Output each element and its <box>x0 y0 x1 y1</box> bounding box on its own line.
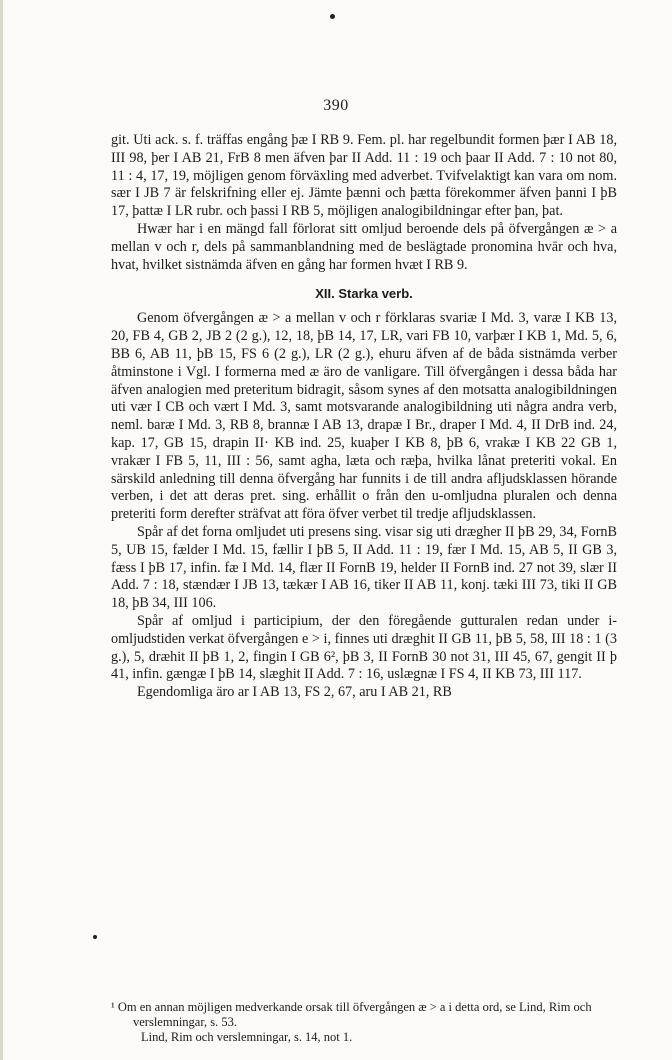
top-ink-dot <box>330 14 335 19</box>
section-paragraph-1: Genom öfvergången æ > a mellan v och r förklaras svariæ I Md. 3, varæ I KB 13, 20, FB 4, GB 2, JB 2 (2 g.), 12, 18, þB 14, 17, LR, vari FB 10, varþær I KB 1, Md. 5, 6, BB 6, AB 11, þB 15, FS 6 (2 g.), LR (2 g.), ehuru äfven af de båda sistnämda verber åtminstone i Vgl. I formerna med æ äro de vanligare. Till öfvergången i dessa båda har äfven analogien med preteritum bidragit, såsom synes af den motsatta analogibildningen uti vær I CB och vært I Md. 3, samt motsvarande analogibildning uti några andra verb, neml. baræ I Md. 3, RB 8, brannæ I AB 13, drapæ I Br., draper I Md. 4, II DrB ind. 24, kap. 17, GB 15, drapin II· KB ind. 25, kuaþer I KB 8, þB 6, vrakæ I KB 22 GB 1, vrakær I FB 5, 11, III : 56, samt agha, læta och ræþa, hvilka lånat preteriti vokal. En särskild anledning till denna öfvergång har funnits i de till andra afljudsklassen hörande verben, i det att deras pret. sing. erhållit o från den u-omljudna pluralen och denna preteriti form derefter sträfvat att föra öfver verbet til tredje afljudsklassen. <box>111 310 617 523</box>
footnote-2: Lind, Rim och verslemningar, s. 14, not 1. <box>141 1030 353 1044</box>
paragraph-1: git. Uti ack. s. f. träffas engång þæ I RB 9. Fem. pl. har regelbundit formen þær I AB 18, III 98, þer I AB 21, FrB 8 men äfven þar II Add. 11 : 19 och þaar II Add. 7 : 10 not 80, 11 : 4, 17, 19, möjligen genom förväxling med adverbet. Tvifvelaktigt kan vara om nom. sær I JB 7 är felskrifning eller ej. Jämte þænni och þætta förekommer äfven þanni I þB 17, þattæ I LR rubr. och þassi I RB 5, möjligen analogibildningar efter þan, þat. <box>111 132 617 220</box>
paragraph-2: Hwær har i en mängd fall förlorat sitt omljud beroende dels på öfvergången æ > a mellan v och r, dels på sammanblandning med de beslägtade pronomina hvār och hva, hvat, hvilket sistnämda äfven en gång har formen hvæt I RB 9. <box>111 220 617 273</box>
footnotes <box>111 1000 617 1045</box>
page-edge-shadow <box>0 0 3 1060</box>
section-paragraph-3: Spår af omljud i participium, der den föregående gutturalen redan under i-omljudstiden verkat öfvergången e > i, finnes uti dræghit II GB 11, þB 5, 58, III 18 : 1 (3 g.), 5, dræhit II þB 1, 2, fingin I GB 6², þB 3, II FornB 30 not 31, III 45, 67, gengit II þ 41, infin. gængæ I þB 14, slæghit II Add. 7 : 16, uslægnæ I FS 4, II KB 73, III 117. <box>111 612 617 683</box>
main-text <box>111 132 617 702</box>
section-heading: XII. Starka verb. <box>315 286 413 302</box>
footnote-1: ¹ Om en annan möjligen medverkande orsak till öfvergången æ > a i detta ord, se Lind, Rim och verslemningar, s. 53. <box>111 1000 592 1029</box>
page-number: 390 <box>323 97 349 114</box>
margin-ink-dot <box>93 935 97 939</box>
section-paragraph-4: Egendomliga äro ar I AB 13, FS 2, 67, aru I AB 21, RB <box>137 684 452 701</box>
section-paragraph-2: Spår af det forna omljudet uti presens sing. visar sig uti drægher II þB 29, 34, FornB 5, UB 15, fælder I Md. 15, fællir I þB 5, II Add. 11 : 19, fær I Md. 15, AB 5, II GB 3, fæss I þB 17, infin. fæ I Md. 14, flær II FornB 19, helder II FornB ind. 27 not 39, slær II Add. 7 : 18, stændær I JB 13, tækær I AB 16, tiker II AB 11, konj. tæki III 73, tiki II GB 18, þB 34, III 106. <box>111 523 617 612</box>
